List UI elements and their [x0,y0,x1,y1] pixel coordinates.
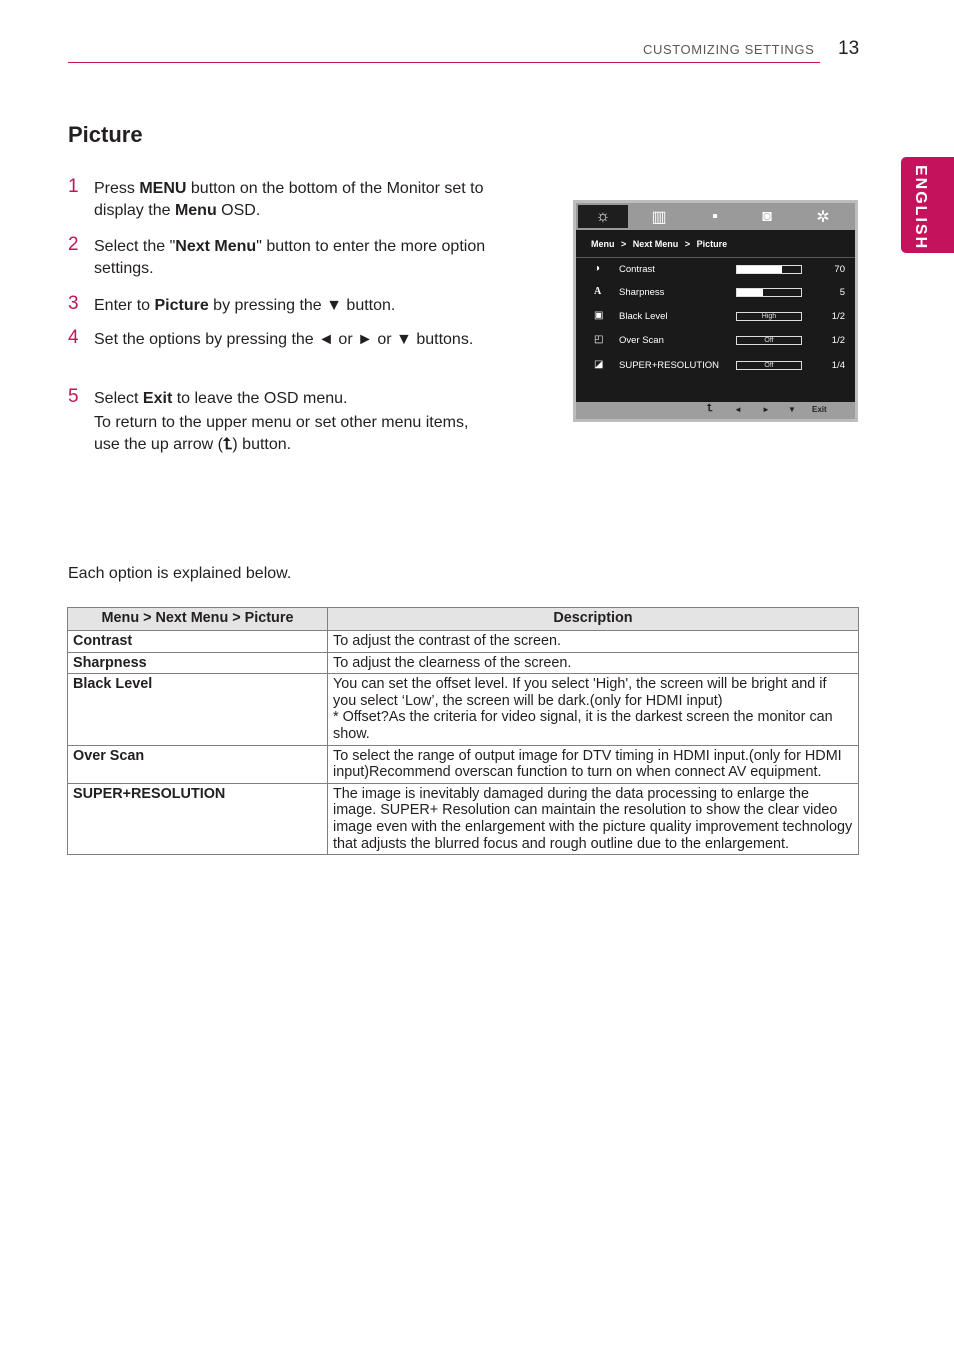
step-text: " button to enter the more option settings. [94,238,486,277]
sharpness-icon: A [594,286,602,297]
black-level-icon: ▣ [594,310,604,321]
intro-text: Each option is explained below. [68,565,292,582]
brightness-icon: ☼ [578,205,628,228]
osd-breadcrumb-item: Menu [591,239,615,249]
left-arrow-icon: ◄ [734,405,742,414]
column-header: Menu > Next Menu > Picture [68,608,328,631]
table-row [68,674,859,745]
osd-row-label: Sharpness [619,287,665,298]
step-text: to leave the OSD menu. [172,390,348,407]
step-1 [68,178,498,222]
osd-option-box: High [736,312,802,321]
step-3 [68,295,498,317]
page-number: 13 [838,38,860,59]
step-text: button on the bottom of the Monitor set to display the [94,180,484,219]
osd-level-fill [737,289,763,296]
option-name: Over Scan [68,745,328,783]
osd-breadcrumb-sep: > [621,239,627,249]
table-body [68,631,859,855]
step-bold: Next Menu [175,238,257,255]
osd-breadcrumb-item: Next Menu [632,239,679,249]
step-text: Select [94,390,143,407]
running-header-section: CUSTOMIZING SETTINGS [643,42,815,57]
step-5-note [94,412,494,456]
osd-row-label: SUPER+RESOLUTION [619,360,720,371]
osd-row-over-scan [594,334,849,348]
osd-divider [576,257,855,258]
note-text: To return to the upper menu or set other menu items, use the up arrow ( [94,414,469,453]
osd-row-contrast [594,263,849,277]
table-row [68,652,859,674]
note-text: ) button. [232,436,292,453]
settings-gear-icon: ✲ [816,208,830,226]
step-number: 2 [68,234,79,255]
osd-row-value: 70 [834,264,845,275]
picture-icon: ▪ [712,207,718,225]
option-description: To select the range of output image for DTV timing in HDMI input.(only for HDMI input)Recommend overscan function to turn on when connect AV equipment. [328,745,859,783]
osd-row-label: Contrast [619,264,655,275]
osd-level-fill [737,266,782,273]
step-bold: Picture [154,297,209,314]
up-arrow-icon: ⮤ [707,403,713,414]
osd-screenshot [573,200,858,422]
osd-row-value: 1/2 [831,335,845,346]
osd-breadcrumb-sep: > [684,239,691,249]
step-bold: MENU [139,180,187,197]
osd-row-sharpness [594,286,849,300]
step-number: 5 [68,386,79,407]
super-resolution-icon: ◪ [594,359,604,370]
page-title: Picture [68,122,143,147]
down-arrow-icon: ▼ [788,405,796,414]
osd-row-label: Over Scan [619,335,664,346]
osd-row-value: 1/2 [831,311,845,322]
osd-row-label: Black Level [619,311,668,322]
osd-option-box: Off [736,336,802,345]
osd-level-bar [736,288,802,297]
osd-row-value: 1/4 [831,360,845,371]
right-arrow-icon: ► [762,405,770,414]
language-tab [901,157,954,253]
osd-icon-bar [576,203,855,230]
over-scan-icon: ◰ [594,334,604,345]
osd-breadcrumb-item: Picture [696,239,728,249]
osd-row-black-level [594,310,849,324]
options-table [67,607,859,855]
speaker-icon: ◙ [762,207,772,225]
header-rule [68,62,820,63]
osd-row-value: 5 [839,287,845,298]
step-text: Select the " [94,238,176,255]
step-2 [68,236,498,280]
option-name: SUPER+RESOLUTION [68,783,328,854]
step-text: Enter to [94,297,155,314]
osd-panel [576,230,855,402]
contrast-icon: ◑ [594,263,601,274]
option-description: To adjust the clearness of the screen. [328,652,859,674]
language-tab-label: ENGLISH [912,165,929,251]
option-description: You can set the offset level. If you select 'High', the screen will be bright and if you select ‘Low’, the screen will be dark.(only for HDMI input) * Offset?As the criteria for video signal, it is the darkest screen the monitor can show. [328,674,859,745]
step-4 [68,329,498,351]
osd-button-bar [576,402,855,419]
table-row [68,631,859,653]
osd-exit-label: Exit [812,405,827,414]
table-header-row [68,608,859,631]
osd-row-super-resolution [594,359,849,373]
table-row [68,745,859,783]
up-arrow-icon: ⮤ [222,436,233,453]
osd-option-box: Off [736,361,802,370]
step-text: Press [94,180,140,197]
option-description: The image is inevitably damaged during the data processing to enlarge the image. SUPER+ Resolution can maintain the resolution to show the clear video image even with the enlargement with the picture quality improvement technology that adjusts the blurred focus and rough outline due to the enlargement. [328,783,859,854]
step-text: by pressing the ▼ button. [208,297,396,314]
osd-breadcrumb [591,239,731,249]
step-text: OSD. [216,202,261,219]
step-bold: Menu [174,202,217,219]
option-name: Sharpness [68,652,328,674]
option-description: To adjust the contrast of the screen. [328,631,859,653]
step-number: 4 [68,327,79,348]
step-bold: Exit [142,390,173,407]
option-name: Contrast [68,631,328,653]
osd-level-bar [736,265,802,274]
step-number: 3 [68,293,79,314]
step-text: Set the options by pressing the ◄ or ► or ▼ buttons. [94,331,474,348]
step-5 [68,388,498,410]
color-bars-icon: ▥ [651,208,667,226]
step-number: 1 [68,176,79,197]
column-header: Description [328,608,859,631]
table-row [68,783,859,854]
option-name: Black Level [68,674,328,745]
